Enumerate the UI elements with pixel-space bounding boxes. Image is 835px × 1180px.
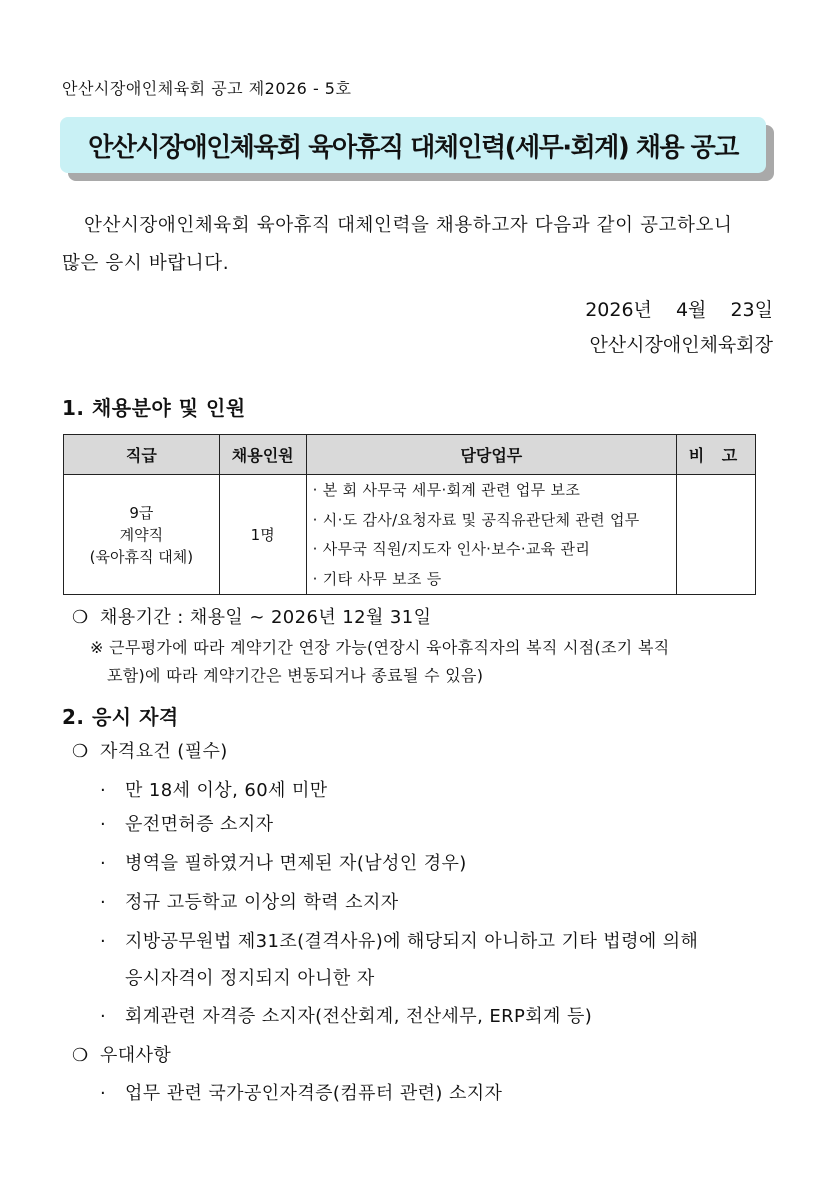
- page-title: 안산시장애인체육회 육아휴직 대체인력(세무·회계) 채용 공고: [88, 132, 738, 163]
- preference-text: 업무 관련 국가공인자격증(컴퓨터 관련) 소지자: [125, 1083, 503, 1104]
- preferences-title: 우대사항: [100, 1045, 172, 1066]
- requirement-text: 병역을 필하였거나 면제된 자(남성인 경우): [125, 853, 467, 874]
- table-header-row: [64, 435, 756, 475]
- recruitment-table: [63, 434, 756, 595]
- bullet-dot-icon: ·: [100, 853, 107, 874]
- requirement-text: 회계관련 자격증 소지자(전산회계, 전산세무, ERP회계 등): [125, 1006, 593, 1027]
- header-grade: 직급: [64, 435, 220, 475]
- title-box: [60, 117, 766, 173]
- date-day: 23일: [730, 299, 773, 321]
- list-item: [100, 927, 698, 953]
- header-duties: 담당업무: [306, 435, 676, 475]
- bullet-dot-icon: ·: [100, 1083, 107, 1104]
- contract-note: [90, 634, 780, 690]
- table-row: [64, 475, 756, 595]
- cell-duties: [306, 475, 676, 595]
- grade-line-2: 계약직: [119, 525, 164, 544]
- list-item: [100, 776, 328, 802]
- bullet-dot-icon: ·: [100, 1006, 107, 1027]
- section-1-title: 1. 채용분야 및 인원: [62, 396, 246, 420]
- date-year: 2026년: [585, 299, 652, 321]
- requirement-text: 지방공무원법 제31조(결격사유)에 해당되지 아니하고 기타 법령에 의해: [125, 931, 699, 952]
- bullet-dot-icon: ·: [100, 814, 107, 835]
- list-item: [100, 849, 467, 875]
- cell-count: 1명: [219, 475, 306, 595]
- duty-item: · 사무국 직원/지도자 인사·보수·교육 관리: [312, 540, 591, 558]
- requirements-title: 자격요건 (필수): [100, 741, 228, 762]
- list-item: [100, 810, 273, 836]
- organization-signature: 안산시장애인체육회장: [589, 334, 773, 356]
- cell-grade: [64, 475, 220, 595]
- circle-bullet-icon: ❍: [72, 607, 89, 628]
- bullet-dot-icon: ·: [100, 892, 107, 913]
- requirement-text: 만 18세 이상, 60세 미만: [125, 780, 328, 801]
- preferences-heading: [72, 1041, 171, 1067]
- note-line-2: 포함)에 따라 계약기간은 변동되거나 종료될 수 있음): [107, 666, 484, 685]
- duty-item: · 기타 사무 보조 등: [312, 569, 442, 588]
- notice-date: [579, 295, 773, 322]
- list-item: [100, 1079, 502, 1105]
- intro-line-2: 많은 응시 바랍니다.: [62, 253, 230, 274]
- grade-line-1: 9급: [129, 503, 154, 522]
- list-item: [100, 1002, 592, 1028]
- title-banner: [60, 117, 774, 179]
- grade-line-3: (육아휴직 대체): [89, 547, 194, 566]
- notice-number: 안산시장애인체육회 공고 제2026 - 5호: [62, 79, 352, 98]
- date-month: 4월: [675, 299, 707, 321]
- list-item: [100, 888, 399, 914]
- circle-bullet-icon: ❍: [72, 741, 89, 762]
- cell-remark: [677, 475, 756, 595]
- header-remark: 비 고: [677, 435, 756, 475]
- duty-item: · 본 회 사무국 세무·회계 관련 업무 보조: [312, 481, 581, 499]
- bullet-dot-icon: ·: [100, 780, 107, 801]
- duty-item: · 시·도 감사/요청자료 및 공직유관단체 관련 업무: [312, 510, 640, 529]
- period-text: 채용기간 : 채용일 ~ 2026년 12월 31일: [100, 607, 432, 628]
- requirement-text: 운전면허증 소지자: [125, 814, 274, 835]
- header-count: 채용인원: [219, 435, 306, 475]
- section-2-title: 2. 응시 자격: [62, 705, 179, 729]
- intro-paragraph: [62, 207, 774, 283]
- requirement-continuation: 응시자격이 정지되지 아니한 자: [125, 968, 375, 989]
- requirement-text: 정규 고등학교 이상의 학력 소지자: [125, 892, 399, 913]
- requirements-heading: [72, 737, 228, 763]
- intro-line-1: 안산시장애인체육회 육아휴직 대체인력을 채용하고자 다음과 같이 공고하오니: [84, 215, 733, 236]
- note-line-1: ※ 근무평가에 따라 계약기간 연장 가능(연장시 육아휴직자의 복직 시점(조기 복직: [90, 638, 670, 657]
- bullet-dot-icon: ·: [100, 931, 107, 952]
- period-item: [72, 603, 431, 629]
- circle-bullet-icon: ❍: [72, 1045, 89, 1066]
